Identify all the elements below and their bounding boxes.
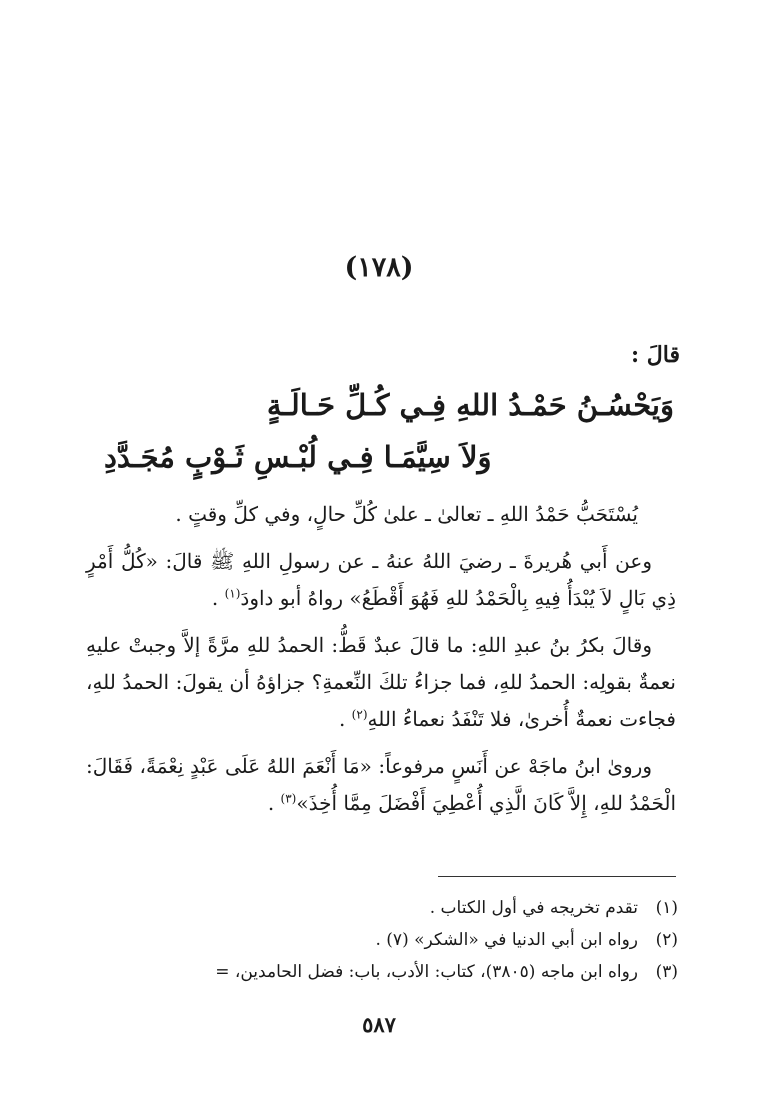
footnote-text: رواه ابن ماجه (٣٨٠٥)، كتاب: الأدب، باب: فضل الحامدين، = [215,962,638,982]
paragraph-2 [86,543,676,617]
paragraph-text: وقالَ بكرُ بنُ عبدِ اللهِ: ما قالَ عبدٌ قَطُّ: الحمدُ للهِ مرَّةً إلاَّ وجبتْ عليهِ نعمةٌ بقولِه: الحمدُ للهِ، فما جزاءُ تلكَ النِّعمةِ؟ جزاؤهُ أن يقولَ: الحمدُ للهِ، فجاءت نعمةٌ أُخرىٰ، فلا تَنْفَدُ نعماءُ اللهِ [86,633,676,731]
footnote-text: تقدم تخريجه في أول الكتاب . [429,898,638,918]
footnote-divider [438,876,676,877]
body-text [86,496,676,832]
footnote-number: (١) [655,898,678,918]
footnote-1 [84,892,678,924]
section-number: (١٧٨) [344,252,414,283]
footnote-3 [84,956,678,988]
qala-heading: قالَ : [631,342,680,368]
paragraph-1 [86,496,676,533]
paragraph-4 [86,748,676,822]
footnote-number: (٢) [655,930,678,950]
page-number: ٥٨٧ [362,1012,396,1037]
footnote-ref[interactable]: (٢) [351,707,368,722]
paragraph-text: وروىٰ ابنُ ماجَهْ عن أَنَسٍ مرفوعاً: «مَا أَنْعَمَ اللهُ عَلَى عَبْدٍ نِعْمَةً، فَقَالَ: الْحَمْدُ للهِ، إِلاَّ كَانَ الَّذِي أُعْطِيَ أَفْضَلَ مِمَّا أُخِذَ» [86,754,676,815]
footnote-ref[interactable]: (٣) [280,791,297,806]
footnote-ref[interactable]: (١) [224,586,241,601]
footnote-2 [84,924,678,956]
paragraph-tail: . [211,586,225,610]
footnote-number: (٣) [655,962,678,982]
paragraph-tail: . [267,791,281,815]
verse-line-2: وَلاَ سِيَّمَـا فِـي لُبْـسِ ثَـوْبٍ مُجَـدَّدِ [104,440,492,474]
verse-line-1: وَيَحْسُـنُ حَمْـدُ اللهِ فِـي كُـلِّ حَـالَـةٍ [266,388,674,422]
paragraph-tail: . [338,707,352,731]
paragraph-3 [86,627,676,738]
paragraph-text: يُسْتَحَبُّ حَمْدُ اللهِ ـ تعالىٰ ـ علىٰ كُلِّ حالٍ، وفي كلِّ وقتٍ . [175,502,638,526]
footnotes [84,892,678,988]
footnote-text: رواه ابن أبي الدنيا في «الشكر» (٧) . [375,930,638,950]
paragraph-text: وعن أَبي هُريرةَ ـ رضيَ اللهُ عنهُ ـ عن رسولِ اللهِ ﷺ قالَ: «كُلُّ أَمْرٍ ذِي بَالٍ لاَ يُبْدَأُ فِيهِ بِالْحَمْدُ للهِ فَهُوَ أَقْطَعُ» رواهُ أبو داودَ [86,549,676,610]
